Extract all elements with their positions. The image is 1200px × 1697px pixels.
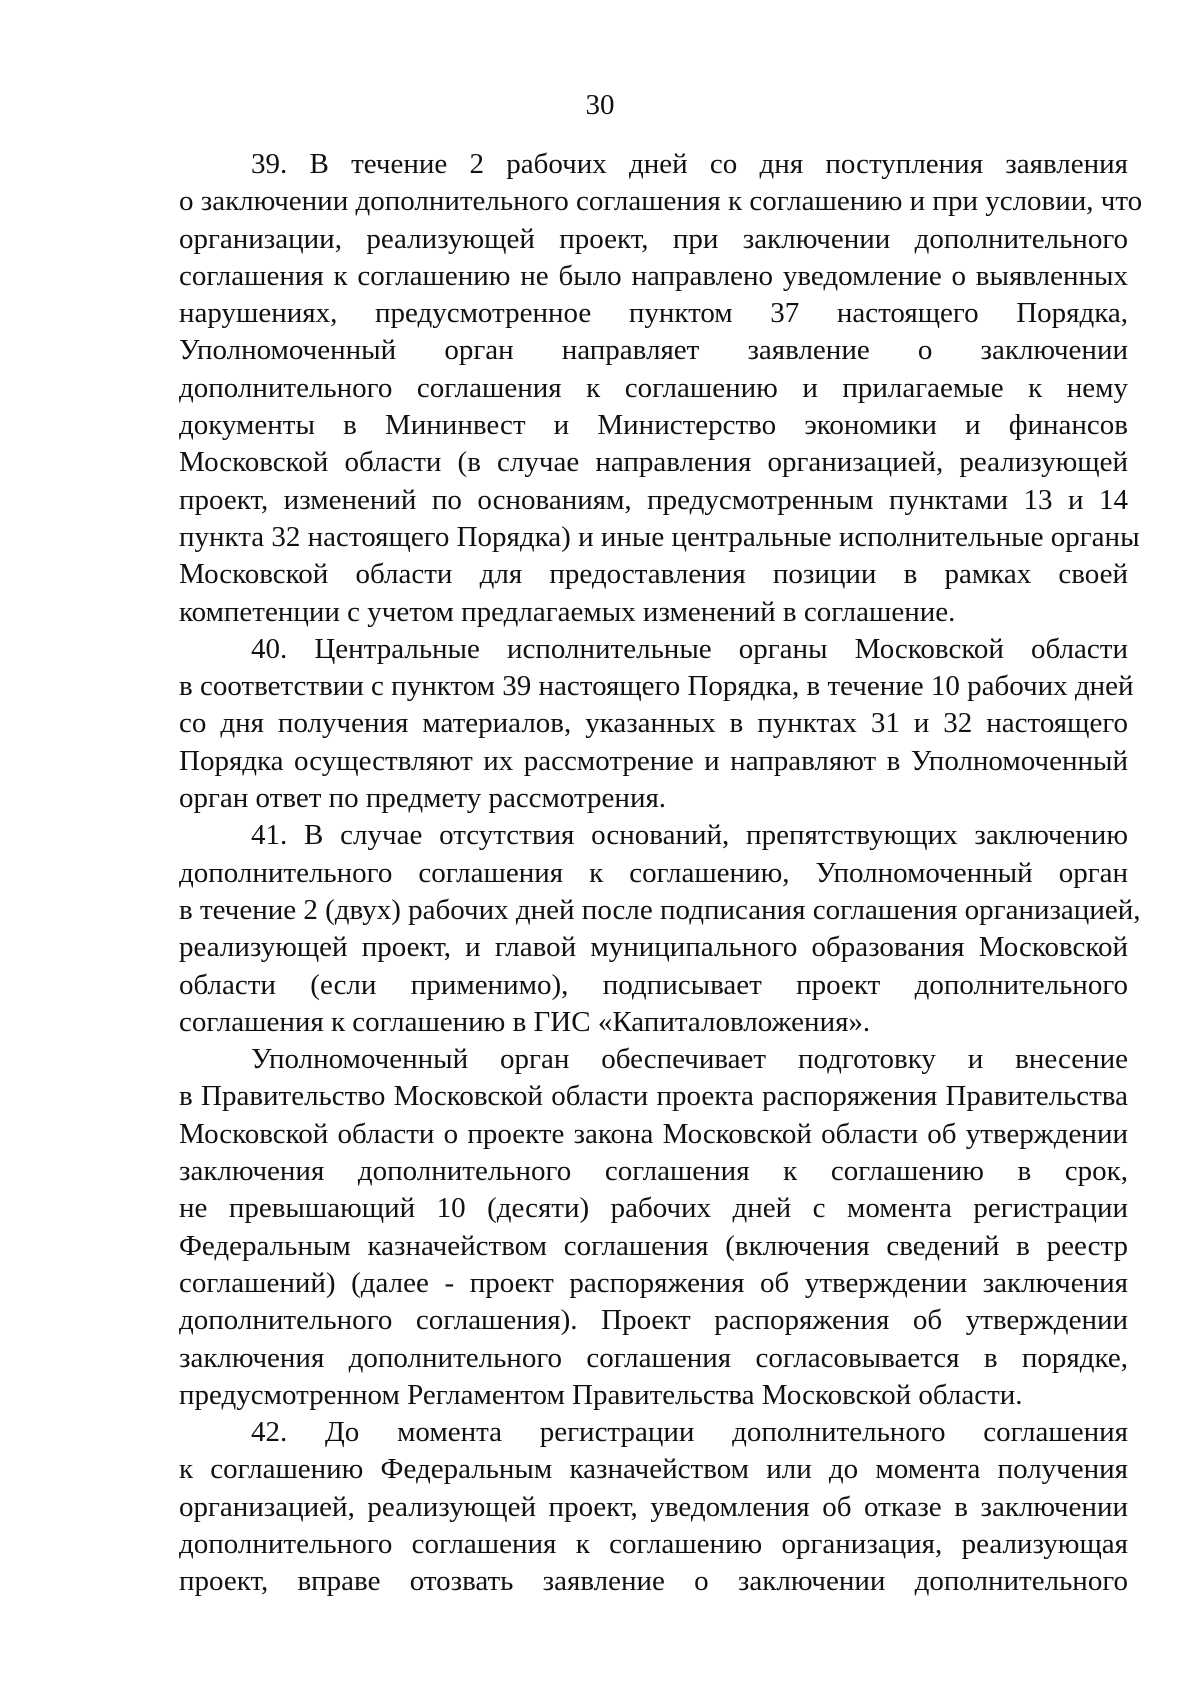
text-line: дополнительного соглашения к соглашению, Уполномоченный орган <box>179 856 1128 889</box>
text-line: в Правительство Московской области проекта распоряжения Правительства <box>179 1080 1128 1113</box>
text-line: соглашения к соглашению не было направлено уведомление о выявленных <box>179 259 1128 292</box>
text-line: дополнительного соглашения к соглашению организация, реализующая <box>179 1527 1128 1560</box>
text-line: документы в Мининвест и Министерство экономики и финансов <box>179 409 1128 442</box>
text-line: нарушениях, предусмотренное пунктом 37 настоящего Порядка, <box>179 297 1128 330</box>
text-line: 42. До момента регистрации дополнительного соглашения <box>251 1416 1128 1449</box>
text-line: проект, изменений по основаниям, предусмотренным пунктами 13 и 14 <box>179 483 1128 516</box>
text-line: организации, реализующей проект, при заключении дополнительного <box>179 222 1128 255</box>
text-line: о заключении дополнительного соглашения к соглашению и при условии, что <box>179 185 1143 218</box>
paragraph-39 <box>179 146 1143 631</box>
text-line: предусмотренном Регламентом Правительства Московской области. <box>179 1378 1023 1411</box>
text-line: 40. Центральные исполнительные органы Московской области <box>251 632 1128 665</box>
text-line: в течение 2 (двух) рабочих дней после подписания соглашения организацией, <box>179 893 1141 926</box>
text-line: заключения дополнительного соглашения к соглашению в срок, <box>179 1155 1128 1188</box>
text-line: Московской области о проекте закона Московской области об утверждении <box>179 1117 1128 1150</box>
text-line: реализующей проект, и главой муниципального образования Московской <box>179 931 1128 964</box>
text-line: дополнительного соглашения). Проект распоряжения об утверждении <box>179 1304 1128 1337</box>
text-line: Порядка осуществляют их рассмотрение и направляют в Уполномоченный <box>179 744 1128 777</box>
text-line: компетенции с учетом предлагаемых изменений в соглашение. <box>179 595 956 628</box>
text-line: в соответствии с пунктом 39 настоящего Порядка, в течение 10 рабочих дней <box>179 670 1134 703</box>
text-line: пункта 32 настоящего Порядка) и иные центральные исполнительные органы <box>179 520 1140 553</box>
text-line: организацией, реализующей проект, уведомления об отказе в заключении <box>179 1490 1128 1523</box>
paragraph-40 <box>179 631 1134 817</box>
text-line: орган ответ по предмету рассмотрения. <box>179 782 667 815</box>
text-line: соглашения к соглашению в ГИС «Капиталовложения». <box>179 1005 871 1038</box>
paragraph-41 <box>179 817 1141 1041</box>
text-line: Московской области для предоставления позиции в рамках своей <box>179 558 1128 591</box>
text-line: соглашений) (далее - проект распоряжения об утверждении заключения <box>179 1266 1128 1299</box>
text-line: области (если применимо), подписывает проект дополнительного <box>179 968 1128 1001</box>
text-line: Московской области (в случае направления организацией, реализующей <box>179 446 1128 479</box>
text-line: Уполномоченный орган обеспечивает подготовку и внесение <box>251 1043 1128 1076</box>
text-line: со дня получения материалов, указанных в пунктах 31 и 32 настоящего <box>179 707 1128 740</box>
text-line: не превышающий 10 (десяти) рабочих дней с момента регистрации <box>179 1192 1128 1225</box>
text-line: к соглашению Федеральным казначейством или до момента получения <box>179 1453 1128 1486</box>
text-line: Уполномоченный орган направляет заявление о заключении <box>179 334 1128 367</box>
body-text <box>179 146 1143 1601</box>
text-line: 39. В течение 2 рабочих дней со дня поступления заявления <box>251 148 1128 180</box>
paragraph-42 <box>179 1414 1128 1600</box>
page-number: 30 <box>585 89 615 121</box>
text-line: проект, вправе отозвать заявление о заключении дополнительного <box>179 1565 1128 1598</box>
text-line: заключения дополнительного соглашения согласовывается в порядке, <box>179 1341 1128 1374</box>
paragraph-41-continued <box>179 1041 1128 1414</box>
text-line: Федеральным казначейством соглашения (включения сведений в реестр <box>179 1229 1128 1262</box>
text-line: 41. В случае отсутствия оснований, препятствующих заключению <box>251 819 1128 852</box>
text-line: дополнительного соглашения к соглашению и прилагаемые к нему <box>179 371 1128 404</box>
